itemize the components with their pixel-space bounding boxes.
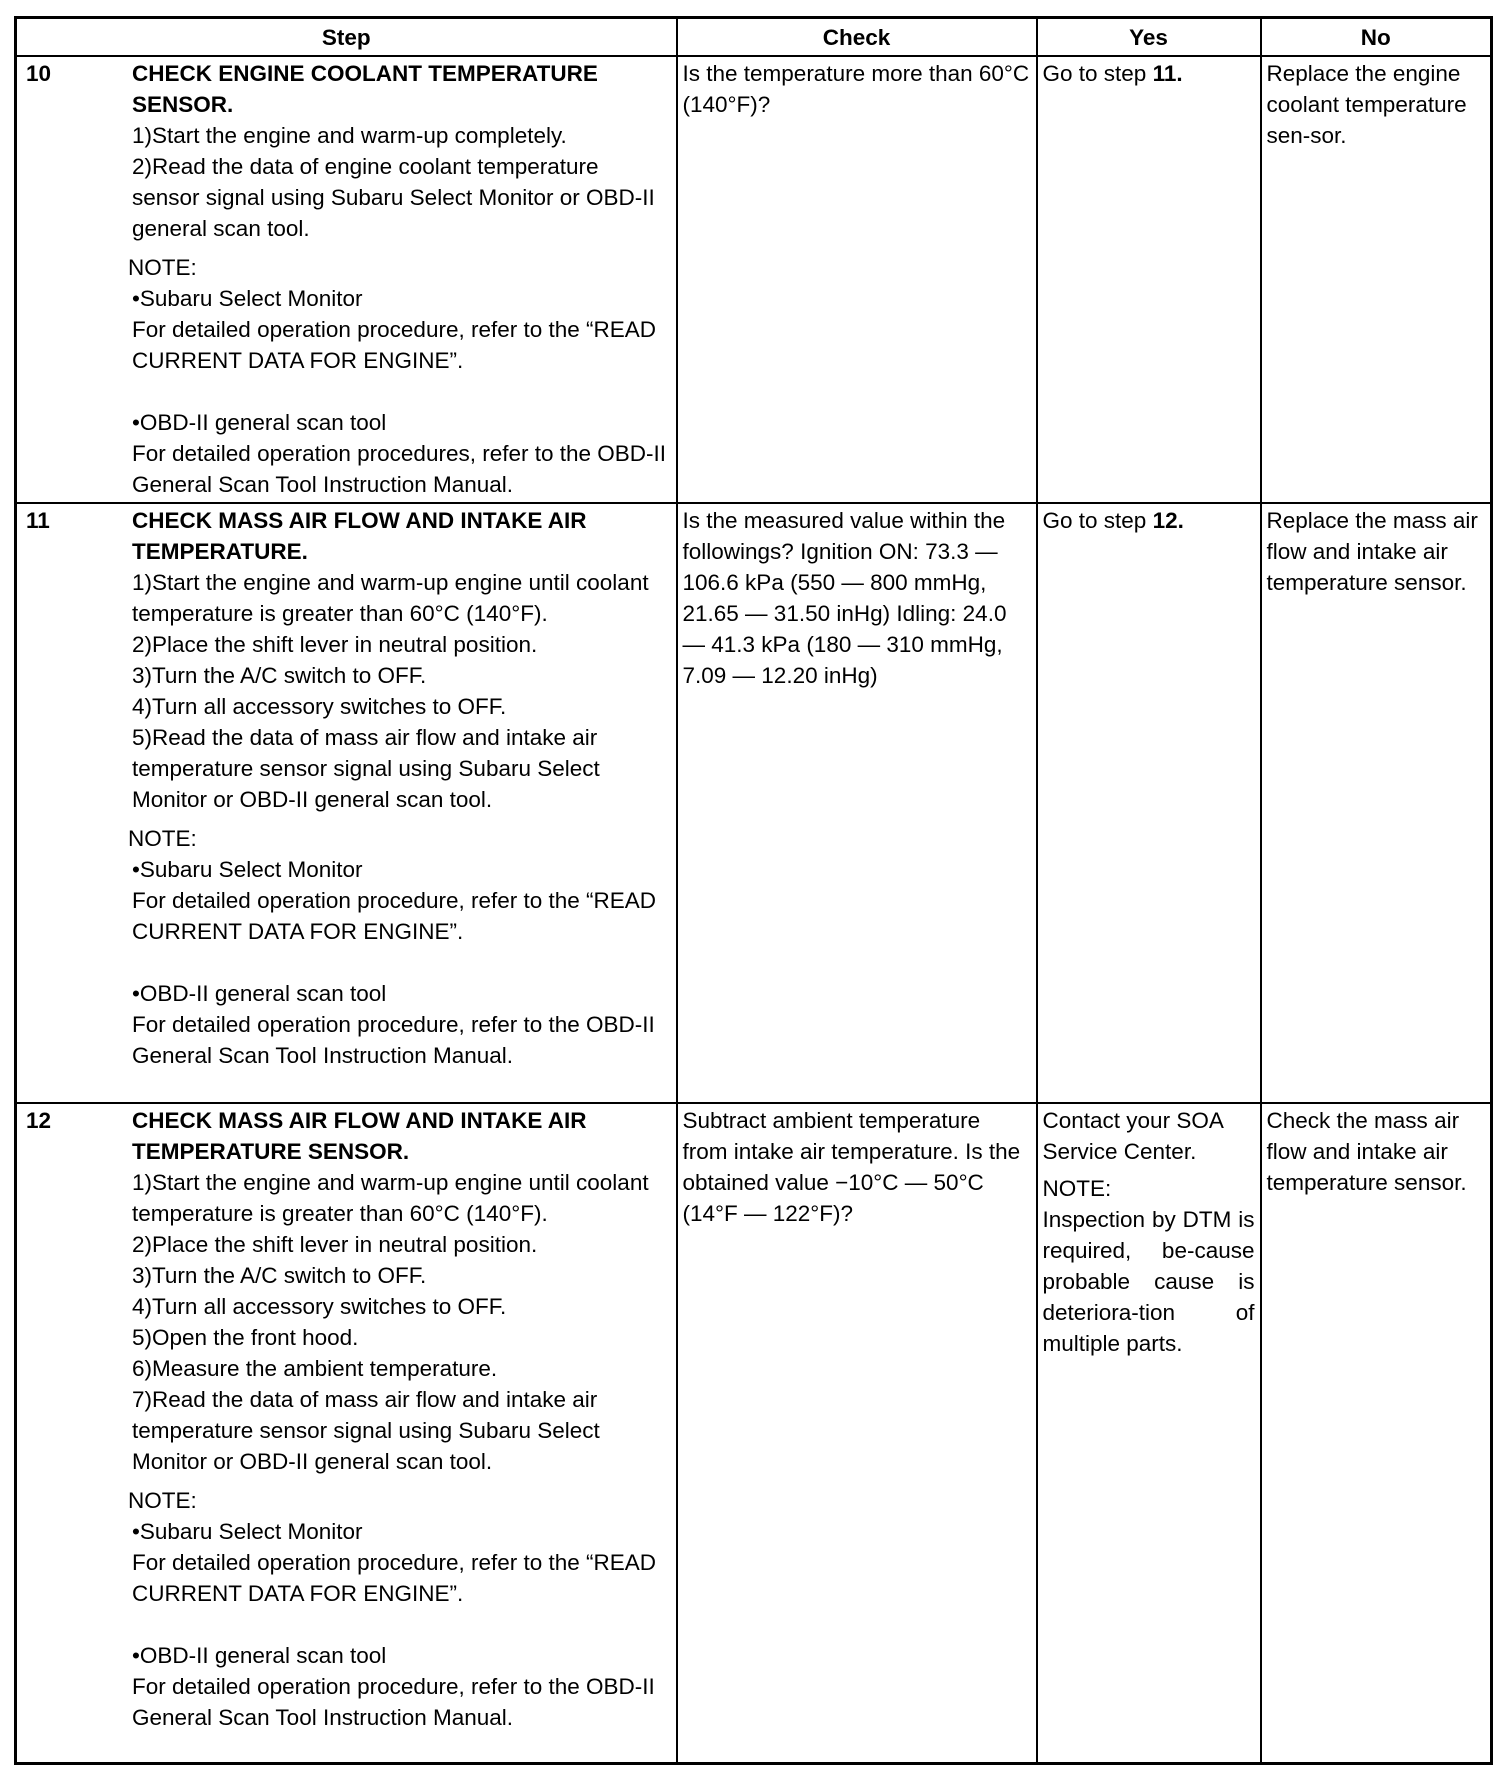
yes-text: Go to step: [1042, 61, 1153, 86]
yes-text: Go to step: [1042, 508, 1153, 533]
step-instruction: 6)Measure the ambient temperature.: [132, 1356, 498, 1381]
step-title: CHECK MASS AIR FLOW AND INTAKE AIR TEMPERATURE SENSOR.: [132, 1108, 587, 1164]
step-title: CHECK ENGINE COOLANT TEMPERATURE SENSOR.: [132, 61, 598, 117]
note-bullet-ssm: •Subaru Select Monitor: [132, 857, 363, 882]
step-title: CHECK MASS AIR FLOW AND INTAKE AIR TEMPERATURE.: [132, 508, 587, 564]
step-instruction: 2)Place the shift lever in neutral position.: [132, 1232, 538, 1257]
yes-step-ref: 12.: [1152, 508, 1184, 533]
step-instruction: 4)Turn all accessory switches to OFF.: [132, 694, 507, 719]
yes-note-label: NOTE:: [1042, 1176, 1112, 1201]
yes-cell: [1037, 1103, 1261, 1763]
note-label: NOTE:: [128, 826, 197, 851]
step-instruction: 5)Open the front hood.: [132, 1325, 359, 1350]
step-instruction: 1)Start the engine and warm-up completely.: [132, 123, 567, 148]
check-cell: Subtract ambient temperature from intake air temperature. Is the obtained value −10°C — 50°C (14°F — 122°F)?: [677, 1103, 1037, 1763]
note-bullet-ssm: •Subaru Select Monitor: [132, 1519, 363, 1544]
step-cell: [16, 56, 677, 503]
yes-cell: [1037, 503, 1261, 1103]
step-instruction: 3)Turn the A/C switch to OFF.: [132, 1263, 427, 1288]
table-header-row: [16, 18, 1492, 57]
note-text-ssm: For detailed operation procedure, refer to the “READ CURRENT DATA FOR ENGINE”.: [132, 317, 657, 373]
note-text-ssm: For detailed operation procedure, refer to the “READ CURRENT DATA FOR ENGINE”.: [132, 1550, 657, 1606]
step-instruction: 3)Turn the A/C switch to OFF.: [132, 663, 427, 688]
step-instruction: 7)Read the data of mass air flow and intake air temperature sensor signal using Subaru Select Monitor or OBD-II general scan tool.: [132, 1387, 600, 1474]
table-row: [16, 1103, 1492, 1763]
note-label: NOTE:: [128, 1488, 197, 1513]
step-number: 12: [26, 1108, 52, 1133]
column-header-yes: Yes: [1037, 18, 1261, 57]
step-number: 11: [26, 508, 50, 533]
step-cell: [16, 503, 677, 1103]
step-instruction: 5)Read the data of mass air flow and intake air temperature sensor signal using Subaru Select Monitor or OBD-II general scan tool.: [132, 725, 600, 812]
note-bullet-obd: •OBD-II general scan tool: [132, 410, 387, 435]
yes-step-ref: 11.: [1152, 61, 1183, 86]
diagnostic-procedure-table: [14, 16, 1493, 1765]
note-text-obd: For detailed operation procedure, refer to the OBD-II General Scan Tool Instruction Manual.: [132, 1012, 655, 1068]
step-note: [128, 1485, 671, 1733]
yes-text: Contact your SOA Service Center.: [1042, 1108, 1223, 1164]
no-cell: Replace the mass air flow and intake air temperature sensor.: [1261, 503, 1492, 1103]
note-text-obd: For detailed operation procedure, refer to the OBD-II General Scan Tool Instruction Manual.: [132, 1674, 655, 1730]
yes-cell: [1037, 56, 1261, 503]
step-instruction: 2)Read the data of engine coolant temperature sensor signal using Subaru Select Monitor or OBD-II general scan tool.: [132, 154, 655, 241]
column-header-check: Check: [677, 18, 1037, 57]
note-text-ssm: For detailed operation procedure, refer to the “READ CURRENT DATA FOR ENGINE”.: [132, 888, 657, 944]
note-bullet-obd: •OBD-II general scan tool: [132, 981, 387, 1006]
step-number: 10: [26, 61, 52, 86]
table-row: [16, 503, 1492, 1103]
step-cell: [16, 1103, 677, 1763]
check-cell: Is the measured value within the followings? Ignition ON: 73.3 — 106.6 kPa (550 — 800 mmHg, 21.65 — 31.50 inHg) Idling: 24.0 — 41.3 kPa (180 — 310 mmHg, 7.09 — 12.20 inHg): [677, 503, 1037, 1103]
step-instruction: 2)Place the shift lever in neutral position.: [132, 632, 538, 657]
no-cell: Replace the engine coolant temperature sen-sor.: [1261, 56, 1492, 503]
step-note: [128, 252, 671, 500]
step-instruction: 4)Turn all accessory switches to OFF.: [132, 1294, 507, 1319]
column-header-step: Step: [16, 18, 677, 57]
table-row: [16, 56, 1492, 503]
note-text-obd: For detailed operation procedures, refer to the OBD-II General Scan Tool Instruction Manual.: [132, 441, 667, 497]
note-bullet-ssm: •Subaru Select Monitor: [132, 286, 363, 311]
step-instruction: 1)Start the engine and warm-up engine until coolant temperature is greater than 60°C (140°F).: [132, 570, 649, 626]
step-instruction: 1)Start the engine and warm-up engine until coolant temperature is greater than 60°C (140°F).: [132, 1170, 649, 1226]
note-label: NOTE:: [128, 255, 197, 280]
yes-note-text: Inspection by DTM is required, be-cause probable cause is deteriora-tion of multiple parts.: [1042, 1207, 1255, 1356]
note-bullet-obd: •OBD-II general scan tool: [132, 1643, 387, 1668]
column-header-no: No: [1261, 18, 1492, 57]
no-cell: Check the mass air flow and intake air temperature sensor.: [1261, 1103, 1492, 1763]
check-cell: Is the temperature more than 60°C (140°F)?: [677, 56, 1037, 503]
step-note: [128, 823, 671, 1071]
